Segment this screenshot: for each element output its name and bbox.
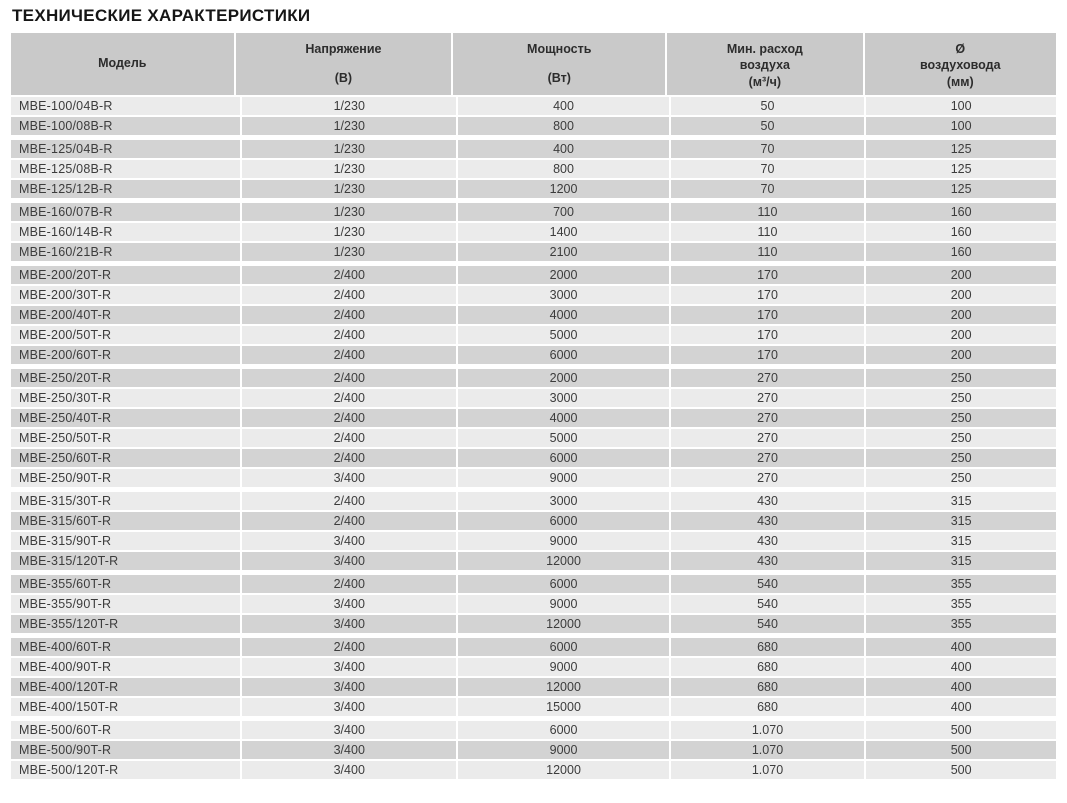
model-group <box>11 492 1056 570</box>
cell-airflow: 270 <box>671 429 865 447</box>
cell-airflow: 430 <box>671 492 865 510</box>
cell-voltage: 3/400 <box>242 532 456 550</box>
cell-airflow: 270 <box>671 449 865 467</box>
cell-diameter: 250 <box>866 449 1056 467</box>
table-row <box>11 346 1056 364</box>
table-row <box>11 575 1056 593</box>
cell-voltage: 3/400 <box>242 658 456 676</box>
cell-voltage: 2/400 <box>242 369 456 387</box>
cell-model: MBE-250/90T-R <box>11 469 240 487</box>
cell-power: 800 <box>458 160 668 178</box>
cell-voltage: 2/400 <box>242 429 456 447</box>
cell-power: 6000 <box>458 575 668 593</box>
cell-voltage: 2/400 <box>242 326 456 344</box>
cell-airflow: 1.070 <box>671 761 865 779</box>
cell-power: 1200 <box>458 180 668 198</box>
cell-model: MBE-500/120T-R <box>11 761 240 779</box>
cell-diameter: 500 <box>866 761 1056 779</box>
cell-power: 9000 <box>458 658 668 676</box>
cell-airflow: 50 <box>671 97 865 115</box>
cell-voltage: 1/230 <box>242 97 456 115</box>
cell-diameter: 200 <box>866 266 1056 284</box>
column-header-diameter <box>865 33 1056 95</box>
cell-model: MBE-355/90T-R <box>11 595 240 613</box>
table-row <box>11 223 1056 241</box>
model-group <box>11 638 1056 716</box>
model-group <box>11 369 1056 487</box>
cell-model: MBE-250/20T-R <box>11 369 240 387</box>
cell-airflow: 70 <box>671 180 865 198</box>
cell-model: MBE-200/50T-R <box>11 326 240 344</box>
cell-voltage: 1/230 <box>242 223 456 241</box>
cell-diameter: 100 <box>866 117 1056 135</box>
cell-power: 6000 <box>458 512 668 530</box>
cell-airflow: 270 <box>671 409 865 427</box>
table-row <box>11 286 1056 304</box>
cell-model: MBE-250/60T-R <box>11 449 240 467</box>
cell-diameter: 355 <box>866 595 1056 613</box>
table-row <box>11 326 1056 344</box>
table-row <box>11 721 1056 739</box>
cell-airflow: 270 <box>671 389 865 407</box>
cell-model: MBE-125/04B-R <box>11 140 240 158</box>
cell-airflow: 170 <box>671 286 865 304</box>
cell-diameter: 400 <box>866 698 1056 716</box>
cell-diameter: 315 <box>866 492 1056 510</box>
cell-model: MBE-500/90T-R <box>11 741 240 759</box>
cell-diameter: 250 <box>866 429 1056 447</box>
cell-diameter: 160 <box>866 243 1056 261</box>
cell-voltage: 2/400 <box>242 286 456 304</box>
cell-power: 6000 <box>458 721 668 739</box>
cell-model: MBE-500/60T-R <box>11 721 240 739</box>
table-row <box>11 117 1056 135</box>
table-row <box>11 469 1056 487</box>
cell-model: MBE-355/60T-R <box>11 575 240 593</box>
column-header-name: Мощность <box>527 42 592 56</box>
cell-voltage: 1/230 <box>242 140 456 158</box>
cell-model: MBE-200/60T-R <box>11 346 240 364</box>
cell-power: 2100 <box>458 243 668 261</box>
column-header-name: Ø воздуховода <box>919 42 1001 73</box>
cell-airflow: 1.070 <box>671 721 865 739</box>
cell-diameter: 125 <box>866 160 1056 178</box>
cell-airflow: 110 <box>671 223 865 241</box>
table-row <box>11 492 1056 510</box>
cell-voltage: 2/400 <box>242 346 456 364</box>
cell-diameter: 400 <box>866 638 1056 656</box>
cell-voltage: 2/400 <box>242 306 456 324</box>
table-row <box>11 512 1056 530</box>
cell-voltage: 2/400 <box>242 449 456 467</box>
table-row <box>11 429 1056 447</box>
column-header-power <box>453 33 665 95</box>
cell-power: 5000 <box>458 429 668 447</box>
cell-power: 9000 <box>458 741 668 759</box>
cell-power: 400 <box>458 140 668 158</box>
cell-airflow: 170 <box>671 346 865 364</box>
cell-power: 12000 <box>458 761 668 779</box>
table-row <box>11 203 1056 221</box>
cell-voltage: 2/400 <box>242 575 456 593</box>
cell-airflow: 170 <box>671 306 865 324</box>
cell-diameter: 500 <box>866 721 1056 739</box>
cell-model: MBE-200/40T-R <box>11 306 240 324</box>
cell-model: MBE-315/60T-R <box>11 512 240 530</box>
table-row <box>11 140 1056 158</box>
cell-airflow: 110 <box>671 243 865 261</box>
cell-model: MBE-160/07B-R <box>11 203 240 221</box>
cell-power: 6000 <box>458 449 668 467</box>
cell-diameter: 160 <box>866 203 1056 221</box>
cell-model: MBE-125/12B-R <box>11 180 240 198</box>
cell-voltage: 1/230 <box>242 180 456 198</box>
cell-airflow: 270 <box>671 469 865 487</box>
cell-model: MBE-250/30T-R <box>11 389 240 407</box>
cell-diameter: 355 <box>866 575 1056 593</box>
cell-voltage: 1/230 <box>242 203 456 221</box>
model-group <box>11 721 1056 779</box>
cell-model: MBE-315/120T-R <box>11 552 240 570</box>
cell-model: MBE-400/150T-R <box>11 698 240 716</box>
cell-airflow: 70 <box>671 140 865 158</box>
model-group <box>11 97 1056 135</box>
cell-diameter: 400 <box>866 658 1056 676</box>
cell-airflow: 430 <box>671 552 865 570</box>
cell-voltage: 3/400 <box>242 741 456 759</box>
cell-model: MBE-160/14B-R <box>11 223 240 241</box>
cell-power: 3000 <box>458 286 668 304</box>
table-row <box>11 449 1056 467</box>
cell-model: MBE-250/40T-R <box>11 409 240 427</box>
cell-airflow: 680 <box>671 658 865 676</box>
cell-airflow: 430 <box>671 512 865 530</box>
cell-diameter: 200 <box>866 326 1056 344</box>
cell-power: 9000 <box>458 595 668 613</box>
cell-model: MBE-400/60T-R <box>11 638 240 656</box>
cell-voltage: 3/400 <box>242 698 456 716</box>
cell-model: MBE-400/120T-R <box>11 678 240 696</box>
cell-voltage: 1/230 <box>242 117 456 135</box>
cell-airflow: 170 <box>671 266 865 284</box>
table-row <box>11 389 1056 407</box>
cell-diameter: 200 <box>866 286 1056 304</box>
cell-airflow: 680 <box>671 638 865 656</box>
cell-diameter: 200 <box>866 306 1056 324</box>
cell-airflow: 430 <box>671 532 865 550</box>
cell-diameter: 250 <box>866 469 1056 487</box>
column-header-name: Модель <box>98 56 147 71</box>
cell-power: 400 <box>458 97 668 115</box>
cell-airflow: 170 <box>671 326 865 344</box>
cell-airflow: 1.070 <box>671 741 865 759</box>
column-header-unit: (Вт) <box>547 70 571 85</box>
cell-model: MBE-200/20T-R <box>11 266 240 284</box>
table-row <box>11 741 1056 759</box>
column-header-airflow <box>667 33 862 95</box>
cell-voltage: 3/400 <box>242 721 456 739</box>
cell-power: 800 <box>458 117 668 135</box>
table-row <box>11 369 1056 387</box>
cell-airflow: 50 <box>671 117 865 135</box>
table-row <box>11 97 1056 115</box>
cell-power: 9000 <box>458 469 668 487</box>
column-header-name: Напряжение <box>305 42 382 56</box>
cell-power: 5000 <box>458 326 668 344</box>
cell-airflow: 270 <box>671 369 865 387</box>
cell-airflow: 540 <box>671 615 865 633</box>
table-row <box>11 638 1056 656</box>
cell-diameter: 125 <box>866 180 1056 198</box>
cell-diameter: 500 <box>866 741 1056 759</box>
cell-voltage: 3/400 <box>242 761 456 779</box>
table-header <box>11 33 1056 95</box>
spec-table <box>11 33 1056 784</box>
cell-voltage: 3/400 <box>242 595 456 613</box>
cell-diameter: 400 <box>866 678 1056 696</box>
cell-airflow: 540 <box>671 595 865 613</box>
cell-model: MBE-315/90T-R <box>11 532 240 550</box>
cell-power: 3000 <box>458 389 668 407</box>
cell-diameter: 250 <box>866 409 1056 427</box>
table-row <box>11 306 1056 324</box>
cell-model: MBE-100/04B-R <box>11 97 240 115</box>
table-row <box>11 266 1056 284</box>
model-group <box>11 203 1056 261</box>
cell-voltage: 2/400 <box>242 638 456 656</box>
cell-diameter: 315 <box>866 512 1056 530</box>
cell-airflow: 680 <box>671 678 865 696</box>
cell-model: MBE-355/120T-R <box>11 615 240 633</box>
table-row <box>11 532 1056 550</box>
cell-power: 700 <box>458 203 668 221</box>
column-header-model <box>11 33 234 95</box>
cell-model: MBE-400/90T-R <box>11 658 240 676</box>
cell-diameter: 250 <box>866 389 1056 407</box>
cell-diameter: 100 <box>866 97 1056 115</box>
cell-model: MBE-315/30T-R <box>11 492 240 510</box>
cell-power: 2000 <box>458 266 668 284</box>
cell-power: 9000 <box>458 532 668 550</box>
cell-voltage: 1/230 <box>242 160 456 178</box>
cell-model: MBE-160/21B-R <box>11 243 240 261</box>
table-body <box>11 97 1056 779</box>
cell-power: 1400 <box>458 223 668 241</box>
cell-diameter: 125 <box>866 140 1056 158</box>
cell-diameter: 315 <box>866 552 1056 570</box>
cell-voltage: 2/400 <box>242 512 456 530</box>
column-header-voltage <box>236 33 452 95</box>
cell-diameter: 355 <box>866 615 1056 633</box>
cell-power: 3000 <box>458 492 668 510</box>
cell-diameter: 250 <box>866 369 1056 387</box>
cell-power: 6000 <box>458 346 668 364</box>
cell-voltage: 2/400 <box>242 492 456 510</box>
cell-power: 6000 <box>458 638 668 656</box>
cell-voltage: 3/400 <box>242 552 456 570</box>
table-row <box>11 615 1056 633</box>
cell-voltage: 3/400 <box>242 469 456 487</box>
table-row <box>11 698 1056 716</box>
cell-voltage: 1/230 <box>242 243 456 261</box>
cell-airflow: 70 <box>671 160 865 178</box>
table-row <box>11 658 1056 676</box>
cell-model: MBE-100/08B-R <box>11 117 240 135</box>
model-group <box>11 575 1056 633</box>
model-group <box>11 266 1056 364</box>
cell-power: 12000 <box>458 678 668 696</box>
cell-power: 15000 <box>458 698 668 716</box>
table-row <box>11 409 1056 427</box>
cell-model: MBE-200/30T-R <box>11 286 240 304</box>
page-title: ТЕХНИЧЕСКИЕ ХАРАКТЕРИСТИКИ <box>12 6 311 25</box>
cell-power: 4000 <box>458 409 668 427</box>
model-group <box>11 140 1056 198</box>
cell-airflow: 110 <box>671 203 865 221</box>
table-row <box>11 761 1056 779</box>
table-row <box>11 595 1056 613</box>
table-row <box>11 180 1056 198</box>
cell-voltage: 2/400 <box>242 409 456 427</box>
cell-diameter: 200 <box>866 346 1056 364</box>
cell-airflow: 540 <box>671 575 865 593</box>
column-header-unit: (мм) <box>946 74 974 89</box>
cell-diameter: 315 <box>866 532 1056 550</box>
cell-voltage: 3/400 <box>242 678 456 696</box>
column-header-unit: (В) <box>334 70 353 85</box>
column-header-unit: (м³/ч) <box>748 74 782 89</box>
table-row <box>11 552 1056 570</box>
cell-model: MBE-125/08B-R <box>11 160 240 178</box>
table-row <box>11 160 1056 178</box>
cell-voltage: 3/400 <box>242 615 456 633</box>
cell-power: 4000 <box>458 306 668 324</box>
cell-voltage: 2/400 <box>242 266 456 284</box>
cell-power: 12000 <box>458 615 668 633</box>
table-row <box>11 678 1056 696</box>
cell-voltage: 2/400 <box>242 389 456 407</box>
cell-diameter: 160 <box>866 223 1056 241</box>
cell-airflow: 680 <box>671 698 865 716</box>
cell-model: MBE-250/50T-R <box>11 429 240 447</box>
column-header-name: Мин. расход воздуха <box>726 42 803 73</box>
cell-power: 2000 <box>458 369 668 387</box>
table-row <box>11 243 1056 261</box>
cell-power: 12000 <box>458 552 668 570</box>
